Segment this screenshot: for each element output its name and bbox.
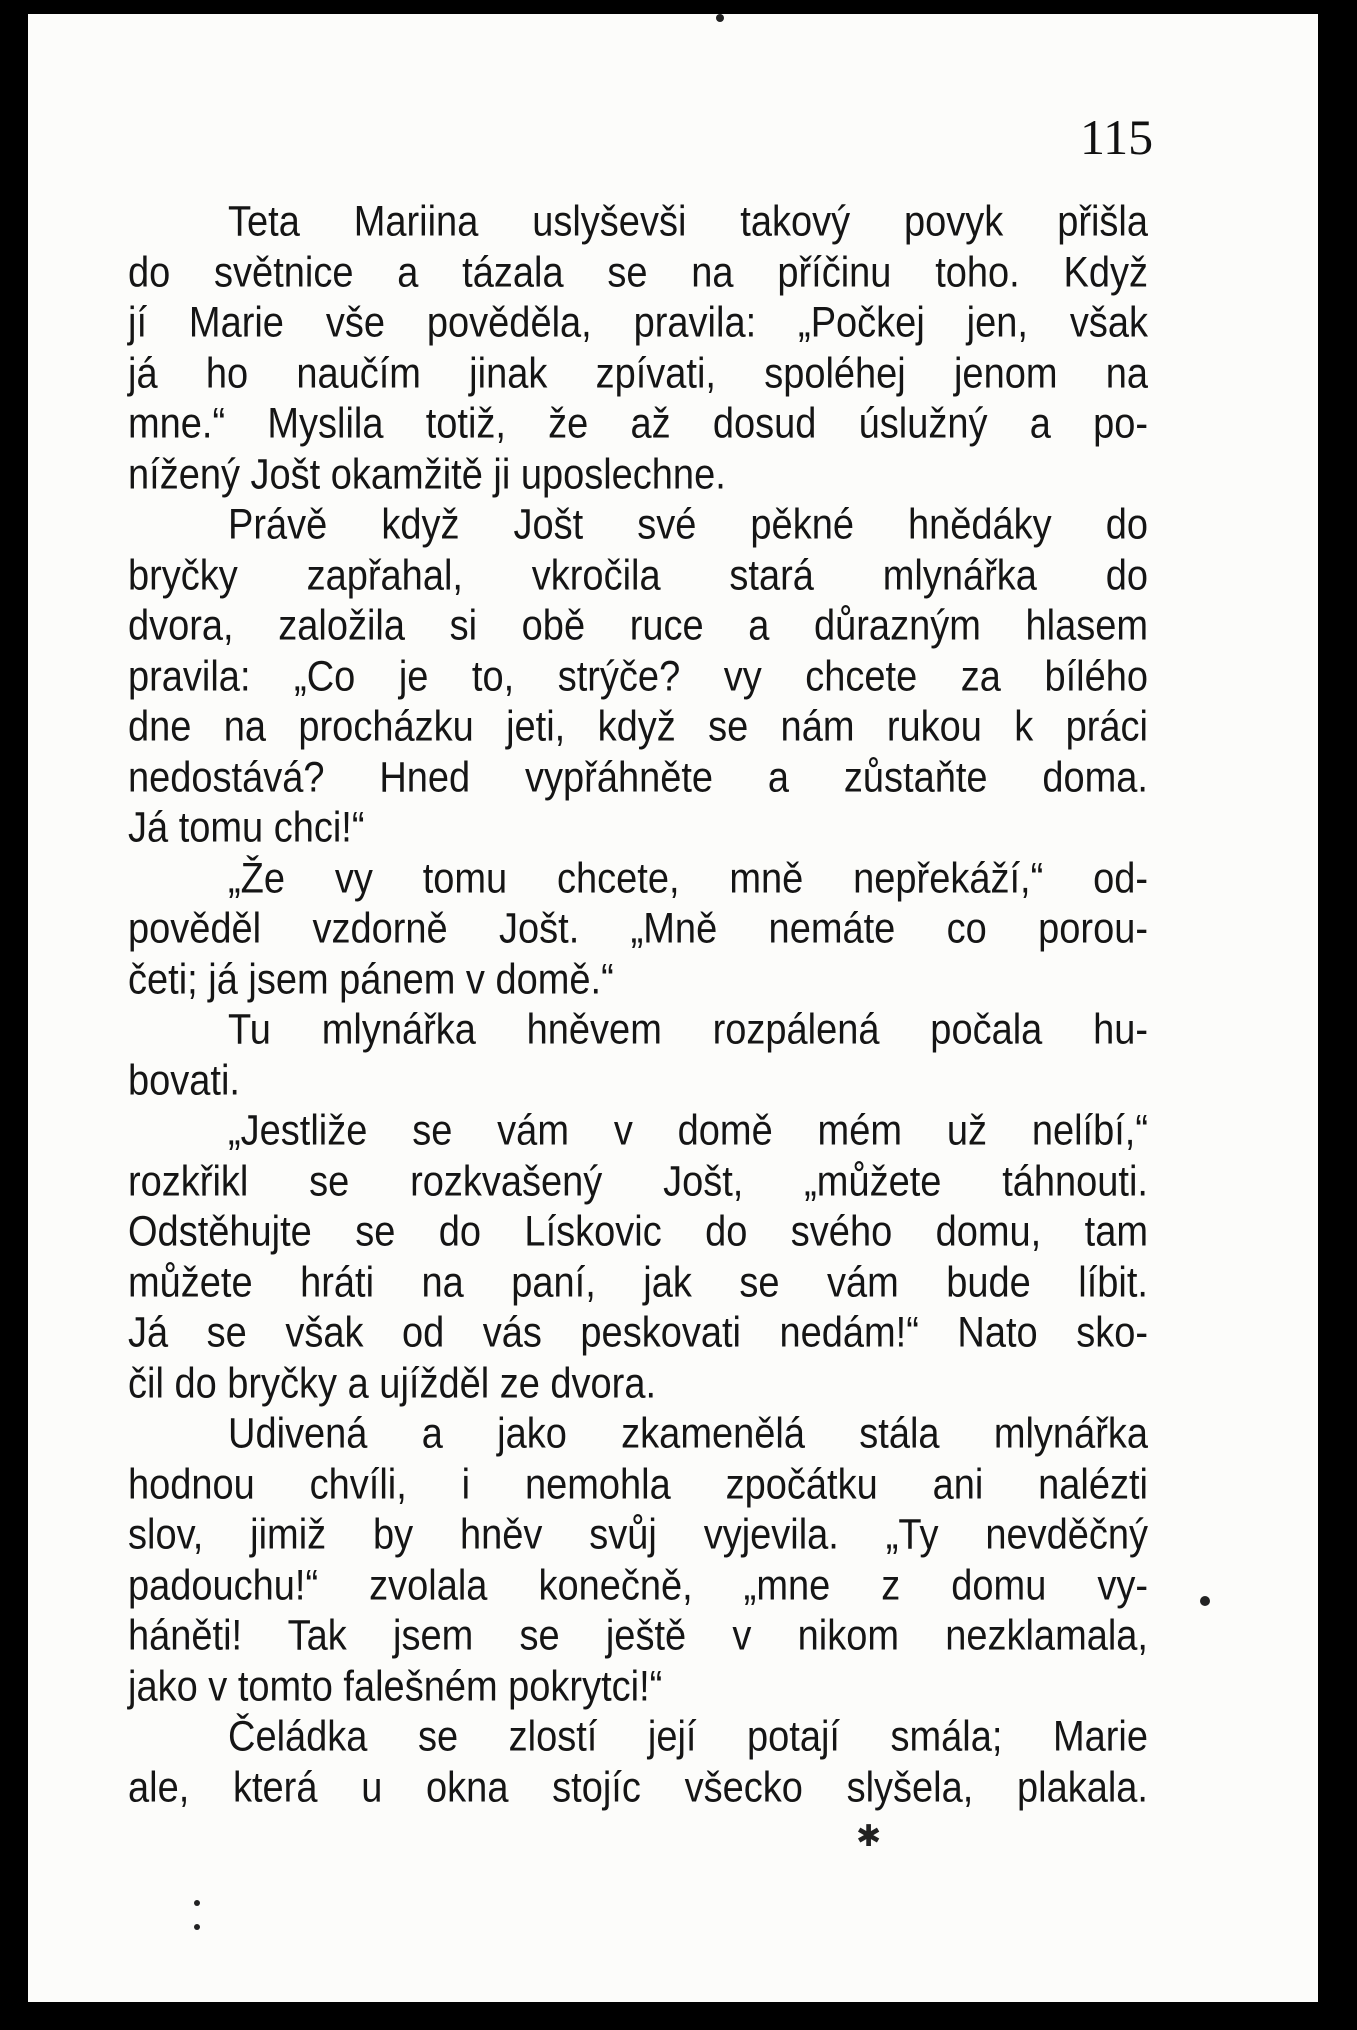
text-line: slov, jimiž by hněv svůj vyjevila. „Ty nevděčný (128, 1511, 1148, 1559)
text-line: můžete hráti na paní, jak se vám bude líbit. (128, 1258, 1148, 1306)
text-line: Odstěhujte se do Lískovic do svého domu, tam (128, 1208, 1148, 1256)
text-line: Teta Mariina uslyševši takový povyk přišla (228, 198, 1148, 246)
text-line: pravila: „Co je to, strýče? vy chcete za bílého (128, 652, 1148, 700)
scan-speck (1200, 1596, 1210, 1606)
text-line: „Že vy tomu chcete, mně nepřekáží,“ od- (228, 854, 1148, 902)
text-line: dvora, založila si obě ruce a důrazným hlasem (128, 602, 1148, 650)
binding-edge-mark (0, 590, 8, 650)
scan-speck (194, 1900, 200, 1906)
text-line: já ho naučím jinak zpívati, spoléhej jenom na (128, 349, 1148, 397)
text-line: nížený Jošt okamžitě ji uposlechne. (128, 450, 726, 498)
text-line: jako v tomto falešném pokrytci!“ (128, 1662, 663, 1710)
text-line: nedostává? Hned vypřáhněte a zůstaňte doma. (128, 753, 1148, 801)
text-line: čil do bryčky a ujížděl ze dvora. (128, 1359, 657, 1407)
text-line: bovati. (128, 1056, 240, 1104)
text-line: Čeládka se zlostí její potají smála; Marie (228, 1713, 1148, 1761)
text-line: Tu mlynářka hněvem rozpálená počala hu- (228, 1006, 1148, 1054)
text-line: dne na procházku jeti, když se nám rukou k práci (128, 703, 1148, 751)
text-line: háněti! Tak jsem se ještě v nikom nezklamala, (128, 1612, 1148, 1660)
text-line: Já tomu chci!“ (128, 804, 365, 852)
text-line: mne.“ Myslila totiž, že až dosud úslužný a po- (128, 400, 1148, 448)
text-line: „Jestliže se vám v domě mém už nelíbí,“ (228, 1107, 1148, 1155)
text-line: padouchu!“ zvolala konečně, „mne z domu vy- (128, 1561, 1148, 1609)
text-line: pověděl vzdorně Jošt. „Mně nemáte co porou- (128, 905, 1148, 953)
page-number: 115 (1080, 109, 1154, 165)
asterisk-end-mark: ✱ (856, 1819, 882, 1854)
text-line: Právě když Jošt své pěkné hnědáky do (228, 501, 1148, 549)
text-line: bryčky zapřahal, vkročila stará mlynářka do (128, 551, 1148, 599)
text-line: hodnou chvíli, i nemohla zpočátku ani nalézti (128, 1460, 1148, 1508)
text-line: Udivená a jako zkamenělá stála mlynářka (228, 1410, 1148, 1458)
text-line: ale, která u okna stojíc všecko slyšela, plakala. (128, 1763, 1148, 1811)
scan-speck (716, 14, 724, 22)
text-line: jí Marie vše pověděla, pravila: „Počkej jen, však (128, 299, 1148, 347)
binding-edge-mark (0, 760, 8, 810)
text-line: rozkřikl se rozkvašený Jošt, „můžete táhnouti. (128, 1157, 1148, 1205)
body-text (128, 197, 1148, 1813)
book-page (28, 14, 1318, 2002)
scan-speck (194, 1924, 200, 1930)
text-line: četi; já jsem pánem v domě.“ (128, 955, 614, 1003)
text-line: Já se však od vás peskovati nedám!“ Nato sko- (128, 1309, 1148, 1357)
text-line: do světnice a tázala se na příčinu toho. Když (128, 248, 1148, 296)
